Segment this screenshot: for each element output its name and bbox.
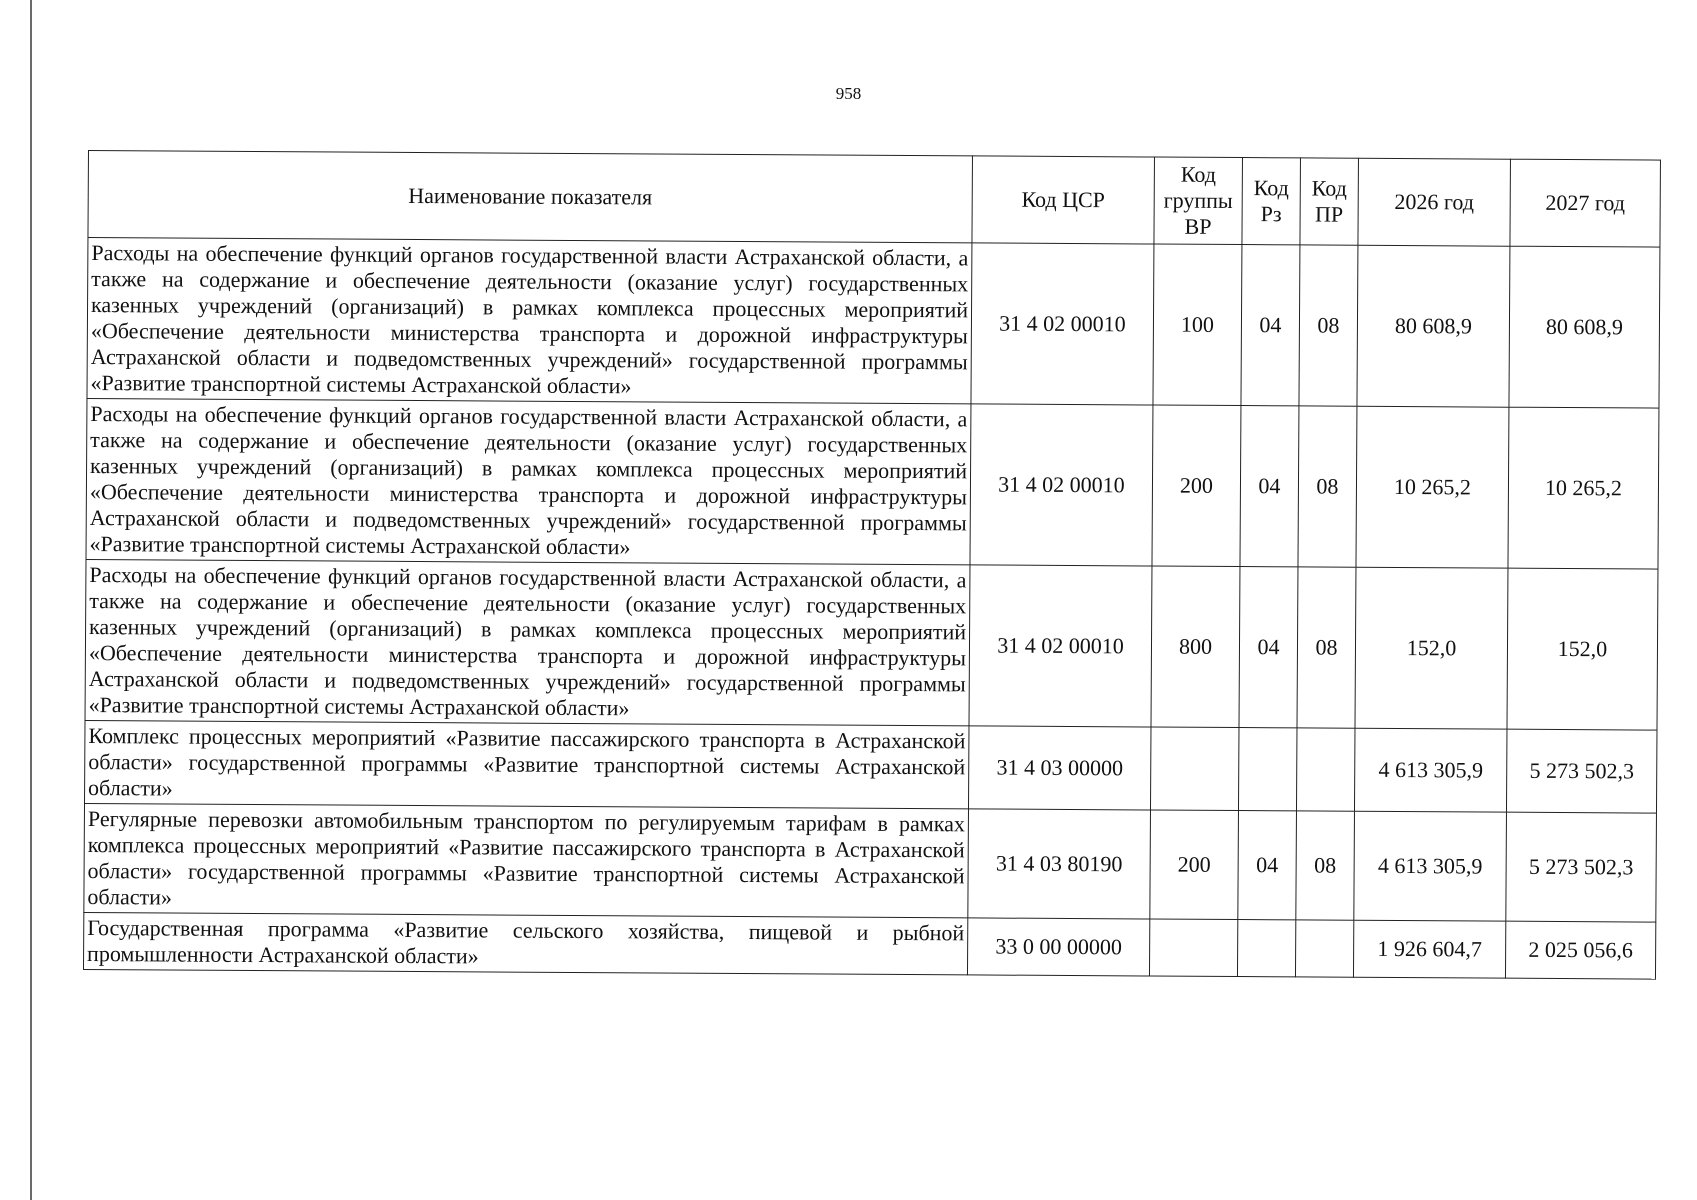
header-vr: Код группы ВР (1154, 157, 1243, 245)
cell-pr (1296, 728, 1355, 811)
budget-table (83, 150, 1661, 980)
cell-pr: 08 (1296, 811, 1355, 920)
header-pr: Код ПР (1300, 158, 1359, 245)
table-row (84, 803, 1657, 922)
header-2027: 2027 год (1510, 159, 1661, 247)
cell-vr: 100 (1153, 244, 1242, 406)
cell-vr: 200 (1152, 405, 1241, 567)
cell-2026: 4 613 305,9 (1354, 728, 1507, 812)
cell-vr: 800 (1151, 566, 1240, 728)
cell-rz (1237, 920, 1295, 977)
table-row (87, 238, 1660, 409)
cell-csr: 31 4 03 00000 (968, 726, 1151, 810)
header-csr: Код ЦСР (972, 156, 1155, 244)
header-rz: Код Рз (1242, 158, 1301, 245)
cell-pr: 08 (1298, 406, 1357, 567)
cell-name: Комплекс процессных мероприятий «Развитие пассажирского транспорта в Астраханской области» государственной программы «Развитие транспортной системы Астраханской области» (85, 720, 969, 808)
header-2026: 2026 год (1358, 158, 1511, 246)
cell-vr: 200 (1150, 810, 1239, 920)
cell-2026: 4 613 305,9 (1354, 811, 1507, 921)
cell-2027: 2 025 056,6 (1505, 921, 1655, 979)
page-number: 958 (835, 84, 862, 103)
cell-2027: 80 608,9 (1509, 246, 1660, 408)
table-row (85, 720, 1657, 813)
cell-name: Расходы на обеспечение функций органов государственной власти Астраханской области, а также на содержание и обеспечение деятельности (оказание услуг) государственных казенных учреждений (организаций) в рамках комплекса процессных мероприятий «Обеспечение деятельности министерства транспорта и дорожной инфраструктуры Астраханской области и подведомственных учреждений» государственной программы «Развитие транспортной системы Астраханской области» (87, 238, 972, 404)
header-row (88, 151, 1661, 248)
cell-csr: 31 4 02 00010 (971, 243, 1154, 405)
cell-2027: 5 273 502,3 (1506, 812, 1657, 922)
table-row (83, 912, 1655, 979)
header-name: Наименование показателя (88, 151, 973, 243)
cell-name: Расходы на обеспечение функций органов государственной власти Астраханской области, а также на содержание и обеспечение деятельности (оказание услуг) государственных казенных учреждений (организаций) в рамках комплекса процессных мероприятий «Обеспечение деятельности министерства транспорта и дорожной инфраструктуры Астраханской области и подведомственных учреждений» государственной программы «Развитие транспортной системы Астраханской области» (85, 559, 970, 725)
cell-vr (1149, 919, 1237, 977)
cell-rz: 04 (1238, 811, 1297, 920)
cell-rz: 04 (1241, 245, 1300, 406)
binding-margin-line (30, 0, 32, 1200)
cell-name: Регулярные перевозки автомобильным транспортом по регулируемым тарифам в рамках комплекса процессных мероприятий «Развитие пассажирского транспорта в Астраханской области» государственной программы «Развитие транспортной системы Астраханской области» (84, 803, 969, 917)
cell-csr: 31 4 02 00010 (970, 404, 1153, 566)
table-row (85, 559, 1658, 730)
cell-csr: 31 4 02 00010 (969, 565, 1152, 727)
cell-2026: 10 265,2 (1356, 406, 1509, 568)
cell-2026: 80 608,9 (1357, 245, 1510, 407)
cell-csr: 31 4 03 80190 (968, 809, 1151, 919)
cell-2027: 152,0 (1507, 568, 1658, 730)
cell-rz: 04 (1239, 567, 1298, 728)
cell-rz (1238, 728, 1297, 811)
cell-2026: 1 926 604,7 (1353, 920, 1505, 978)
cell-2026: 152,0 (1355, 567, 1508, 729)
cell-vr (1150, 727, 1239, 811)
cell-name: Расходы на обеспечение функций органов государственной власти Астраханской области, а также на содержание и обеспечение деятельности (оказание услуг) государственных казенных учреждений (организаций) в рамках комплекса процессных мероприятий «Обеспечение деятельности министерства транспорта и дорожной инфраструктуры Астраханской области и подведомственных учреждений» государственной программы «Развитие транспортной системы Астраханской области» (86, 398, 971, 564)
table-row (86, 398, 1659, 569)
cell-csr: 33 0 00 00000 (967, 918, 1149, 976)
cell-pr: 08 (1299, 245, 1358, 406)
cell-2027: 10 265,2 (1508, 407, 1659, 569)
cell-name: Государственная программа «Развитие сельского хозяйства, пищевой и рыбной промышленности Астраханской области» (83, 912, 967, 974)
cell-pr (1295, 920, 1353, 977)
cell-2027: 5 273 502,3 (1506, 729, 1657, 813)
cell-rz: 04 (1240, 406, 1299, 567)
cell-pr: 08 (1297, 567, 1356, 728)
